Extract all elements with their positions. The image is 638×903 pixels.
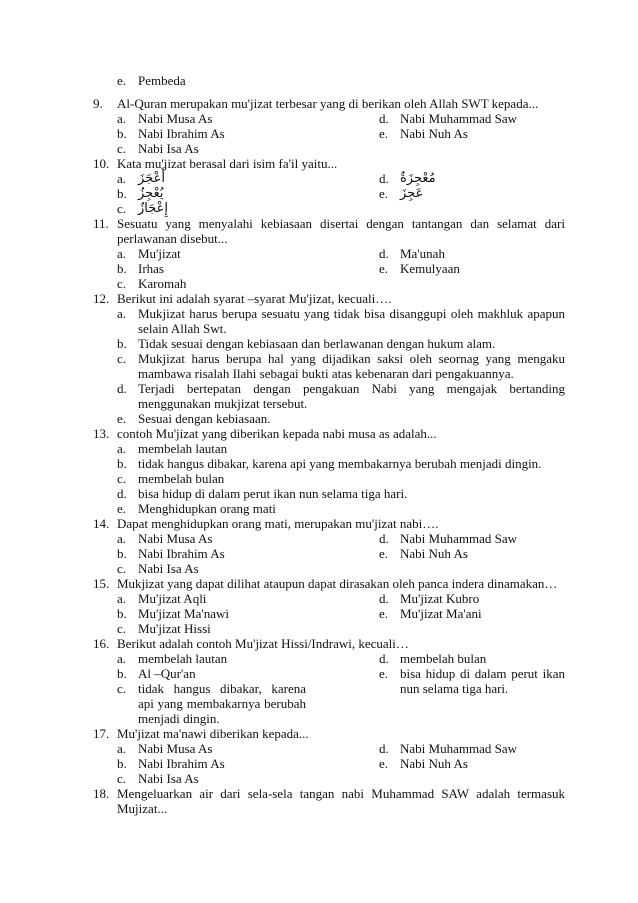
option-letter: d.	[379, 741, 389, 756]
question-18	[93, 786, 565, 816]
option-c	[117, 681, 379, 726]
option-letter: e.	[379, 186, 389, 201]
option-text: Sesuai dengan kebiasaan.	[138, 411, 271, 426]
question-text: Berikut adalah contoh Mu'jizat Hissi/Indrawi, kecuali…	[117, 636, 409, 651]
option-text: Nabi Muhammad Saw	[400, 111, 517, 126]
option-a	[117, 531, 379, 546]
option-text: Al –Qur'an	[138, 666, 196, 681]
option-letter: c.	[117, 471, 127, 486]
option-letter: e.	[117, 501, 127, 516]
option-letter: e.	[379, 666, 389, 681]
option-a	[117, 441, 565, 456]
option-d	[379, 651, 565, 666]
question-text: Mukjizat yang dapat dilihat ataupun dapat dirasakan oleh panca indera dinamakan…	[117, 576, 558, 591]
option-letter: c.	[117, 141, 127, 156]
option-c	[117, 276, 379, 291]
option-letter: e.	[117, 411, 127, 426]
option-text: Mukjizat harus berupa sesuatu yang tidak bisa disanggupi oleh makhluk apapun selain Allah Swt.	[138, 306, 565, 336]
option-letter: d.	[379, 171, 389, 186]
option-letter: b.	[117, 126, 127, 141]
option-text: Ma'unah	[400, 246, 445, 261]
option-text: tidak hangus dibakar, karena api yang membakarnya berubah menjadi dingin.	[138, 456, 542, 471]
option-e	[379, 186, 565, 201]
option-letter: a.	[117, 246, 127, 261]
option-text: Tidak sesuai dengan kebiasaan dan berlawanan dengan hukum alam.	[138, 336, 496, 351]
option-d	[379, 531, 565, 546]
option-d	[379, 111, 565, 126]
option-b	[117, 546, 379, 561]
question-text: contoh Mu'jizat yang diberikan kepada nabi musa as adalah...	[117, 426, 437, 441]
option-b	[117, 606, 379, 621]
option-letter: d.	[379, 531, 389, 546]
option-text: bisa hidup di dalam perut ikan nun selama tiga hari.	[138, 486, 408, 501]
option-letter: b.	[117, 666, 127, 681]
question-15	[93, 576, 565, 636]
option-letter: b.	[117, 336, 127, 351]
option-letter: e.	[379, 261, 389, 276]
option-d	[379, 591, 565, 606]
option-text: Terjadi bertepatan dengan pengakuan Nabi yang mengajak bertanding menggunakan mukjizat tersebut.	[138, 381, 565, 411]
option-text: Mu'jizat Ma'ani	[400, 606, 482, 621]
question-text: Mengeluarkan air dari sela-sela tangan nabi Muhammad SAW adalah termasuk Mujizat...	[117, 786, 565, 816]
option-letter: c.	[117, 771, 127, 786]
lead-option	[93, 73, 565, 88]
option-e	[379, 261, 565, 276]
option-d	[379, 171, 565, 186]
option-text: Kemulyaan	[400, 261, 460, 276]
question-text: Dapat menghidupkan orang mati, merupakan mu'jizat nabi….	[117, 516, 439, 531]
option-letter: c.	[117, 681, 127, 696]
option-text: Nabi Ibrahim As	[138, 756, 225, 771]
option-e	[379, 756, 565, 771]
option-text: Nabi Nuh As	[400, 756, 468, 771]
option-text: Nabi Musa As	[138, 741, 213, 756]
option-text: Mukjizat harus berupa hal yang dijadikan saksi oleh seornag yang mengaku mambawa risalah Ilahi sebagai bukti atas kebenaran dari pengakuannya.	[138, 351, 565, 381]
option-letter: a.	[117, 441, 127, 456]
option-a	[117, 111, 379, 126]
option-letter: b.	[117, 186, 127, 201]
option-text: يُعْجِزُ	[138, 186, 164, 201]
option-letter: a.	[117, 651, 127, 666]
option-letter: e.	[379, 606, 389, 621]
option-b	[117, 336, 565, 351]
option-b-c-column	[117, 666, 379, 726]
option-letter: b.	[117, 546, 127, 561]
question-number: 16.	[93, 636, 110, 651]
option-text: Mu'jizat Ma'nawi	[138, 606, 229, 621]
option-text: Pembeda	[138, 73, 186, 88]
option-letter: d.	[117, 381, 127, 396]
option-letter: c.	[117, 621, 127, 636]
question-text: Sesuatu yang menyalahi kebiasaan disertai dengan tantangan dan selamat dari perlawanan disebut...	[117, 216, 565, 246]
question-13	[93, 426, 565, 516]
question-16	[93, 636, 565, 726]
option-a	[117, 171, 379, 186]
option-text: Nabi Ibrahim As	[138, 126, 225, 141]
option-letter: e.	[379, 546, 389, 561]
option-text: Mu'jizat Kubro	[400, 591, 480, 606]
option-letter: c.	[117, 276, 127, 291]
option-letter: a.	[117, 306, 127, 321]
option-text: Nabi Musa As	[138, 111, 213, 126]
option-text: Nabi Ibrahim As	[138, 546, 225, 561]
option-d	[117, 381, 565, 411]
option-e	[117, 501, 565, 516]
question-number: 12.	[93, 291, 110, 306]
option-letter: e.	[379, 756, 389, 771]
option-a	[117, 246, 379, 261]
option-letter: c.	[117, 561, 127, 576]
option-letter: b.	[117, 756, 127, 771]
question-number: 10.	[93, 156, 110, 171]
question-text: Mu'jizat ma'nawi diberikan kepada...	[117, 726, 309, 741]
option-c	[117, 771, 379, 786]
question-9	[93, 96, 565, 156]
question-number: 15.	[93, 576, 110, 591]
option-b	[117, 261, 379, 276]
option-text: Mu'jizat Aqli	[138, 591, 207, 606]
option-text: Nabi Muhammad Saw	[400, 531, 517, 546]
option-letter: a.	[117, 531, 127, 546]
option-c	[117, 141, 379, 156]
option-text: أَعْجَزَ	[138, 171, 165, 186]
question-number: 11.	[93, 216, 109, 231]
option-text: Nabi Isa As	[138, 141, 199, 156]
option-letter: d.	[379, 651, 389, 666]
option-a	[117, 306, 565, 336]
option-b	[117, 186, 379, 201]
question-number: 13.	[93, 426, 110, 441]
option-text: Nabi Isa As	[138, 561, 199, 576]
option-b	[117, 666, 379, 681]
option-c	[117, 351, 565, 381]
option-e	[117, 411, 565, 426]
option-e	[379, 546, 565, 561]
option-letter: e.	[117, 73, 127, 88]
option-letter: a.	[117, 591, 127, 606]
option-d	[379, 741, 565, 756]
option-c	[117, 561, 379, 576]
option-e	[379, 666, 565, 726]
option-text: bisa hidup di dalam perut ikan nun selama tiga hari.	[400, 666, 565, 696]
option-letter: a.	[117, 111, 127, 126]
option-text: إِعْجَازٌ	[138, 201, 168, 216]
option-text: Nabi Nuh As	[400, 126, 468, 141]
option-text: Mu'jizat Hissi	[138, 621, 211, 636]
option-letter: d.	[379, 591, 389, 606]
question-11	[93, 216, 565, 291]
option-letter: e.	[379, 126, 389, 141]
option-text: membelah lautan	[138, 441, 228, 456]
option-text: Irhas	[138, 261, 164, 276]
question-text: Berikut ini adalah syarat –syarat Mu'jizat, kecuali….	[117, 291, 392, 306]
option-letter: b.	[117, 606, 127, 621]
option-b	[117, 456, 565, 471]
option-letter: d.	[379, 111, 389, 126]
option-e	[379, 126, 565, 141]
option-c	[117, 201, 379, 216]
question-12	[93, 291, 565, 426]
option-text: Mu'jizat	[138, 246, 181, 261]
option-text: Nabi Muhammad Saw	[400, 741, 517, 756]
option-letter: c.	[117, 201, 127, 216]
option-letter: a.	[117, 171, 127, 186]
option-text: Karomah	[138, 276, 187, 291]
option-c	[117, 621, 379, 636]
question-10	[93, 156, 565, 216]
option-letter: a.	[117, 741, 127, 756]
option-a	[117, 591, 379, 606]
option-text: Nabi Nuh As	[400, 546, 468, 561]
option-text: Menghidupkan orang mati	[138, 501, 276, 516]
option-b	[117, 126, 379, 141]
option-text: membelah bulan	[400, 651, 487, 666]
option-c	[117, 471, 565, 486]
question-text: Kata mu'jizat berasal dari isim fa'il yaitu...	[117, 156, 338, 171]
option-b	[117, 756, 379, 771]
option-text: عَجِزَ	[400, 186, 424, 201]
option-letter: c.	[117, 351, 127, 366]
question-number: 14.	[93, 516, 110, 531]
option-text: مُعْجِزَةٌ	[400, 171, 436, 186]
option-letter: b.	[117, 456, 127, 471]
option-text: membelah bulan	[138, 471, 225, 486]
option-d	[379, 246, 565, 261]
question-number: 9.	[93, 96, 103, 111]
option-e	[379, 606, 565, 621]
option-letter: d.	[117, 486, 127, 501]
option-text: Nabi Isa As	[138, 771, 199, 786]
option-d	[117, 486, 565, 501]
question-text: Al-Quran merupakan mu'jizat terbesar yang di berikan oleh Allah SWT kepada...	[117, 96, 539, 111]
option-a	[117, 651, 379, 666]
quiz-content	[93, 73, 565, 816]
question-number: 17.	[93, 726, 110, 741]
option-letter: d.	[379, 246, 389, 261]
question-14	[93, 516, 565, 576]
option-text: tidak hangus dibakar, karena api yang membakarnya berubah menjadi dingin.	[138, 681, 306, 726]
option-a	[117, 741, 379, 756]
option-text: membelah lautan	[138, 651, 228, 666]
question-number: 18.	[93, 786, 110, 801]
question-17	[93, 726, 565, 786]
option-letter: b.	[117, 261, 127, 276]
option-text: Nabi Musa As	[138, 531, 213, 546]
